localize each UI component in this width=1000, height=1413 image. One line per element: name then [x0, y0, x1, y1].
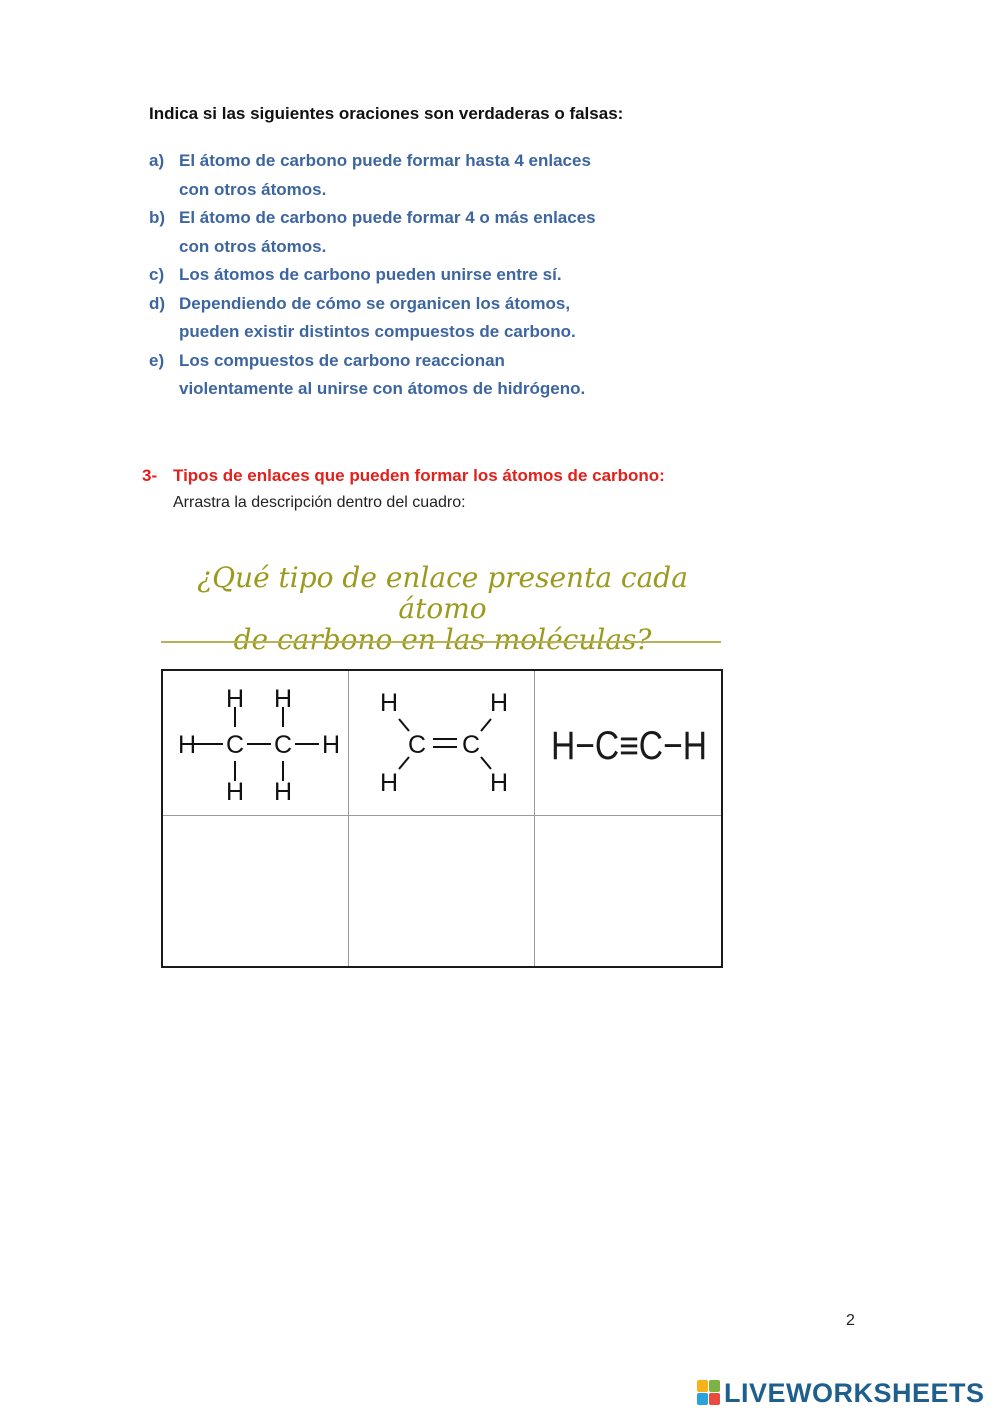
question-line: ¿Qué tipo de enlace presenta cada átomo: [197, 561, 688, 625]
statement-letter: d): [149, 293, 166, 313]
hydrogen-label: H: [379, 769, 399, 797]
statement-text: [179, 290, 649, 347]
statement-line: Los compuestos de carbono reaccionan: [179, 350, 505, 370]
section-subtitle: Arrastra la descripción dentro del cuadro:: [173, 494, 466, 511]
question-line: de carbono en las moléculas?: [233, 623, 652, 656]
ethane-cell: [163, 671, 349, 816]
statement-line: violentamente al unirse con átomos de hidrógeno.: [179, 379, 586, 398]
ethene-cell: [349, 671, 535, 816]
statement-text: [179, 261, 649, 290]
statement-line: Los átomos de carbono pueden unirse entre sí.: [179, 265, 562, 284]
carbon-label: C: [407, 731, 427, 759]
statement-line: con otros átomos.: [179, 179, 327, 199]
carbon-label: C: [225, 731, 245, 759]
statement-line: Dependiendo de cómo se organicen los átomos,: [179, 293, 571, 313]
statement-item: [149, 347, 669, 404]
ethyne-formula: H−C≡C−H: [551, 724, 707, 768]
statement-letter: e): [149, 350, 165, 370]
drop-zone-ethene[interactable]: [349, 816, 535, 966]
statement-line: El átomo de carbono puede formar hasta 4 enlaces: [179, 151, 591, 170]
title-divider: [161, 641, 721, 643]
hydrogen-label: H: [379, 689, 399, 717]
liveworksheets-icon: [697, 1380, 721, 1406]
statement-item: [149, 290, 669, 347]
drop-zone-ethane[interactable]: [163, 816, 349, 966]
ethyne-cell: [535, 671, 721, 816]
hydrogen-label: H: [273, 778, 293, 806]
statement-line: El átomo de carbono puede formar 4 o más enlaces: [179, 208, 596, 227]
hydrogen-label: H: [225, 685, 245, 713]
statement-text: [179, 204, 649, 261]
statement-item: [149, 261, 669, 290]
statement-letter: b): [149, 208, 166, 227]
hydrogen-label: H: [321, 731, 341, 759]
statement-line: pueden existir distintos compuestos de carbono.: [179, 322, 576, 341]
statement-text: [179, 347, 649, 404]
ethyne-structure: [535, 671, 721, 816]
hydrogen-label: H: [489, 769, 509, 797]
ethane-structure: [163, 671, 349, 816]
liveworksheets-wordmark: LIVEWORKSHEETS: [724, 1377, 985, 1408]
ethene-structure: [349, 671, 535, 816]
liveworksheets-logo: [697, 1377, 985, 1409]
carbon-label: C: [273, 731, 293, 759]
hydrogen-label: H: [273, 685, 293, 713]
carbon-label: C: [461, 731, 481, 759]
statement-letter: a): [149, 151, 165, 170]
section-number: 3-: [142, 466, 158, 485]
statement-text: [179, 147, 649, 204]
statement-list: [149, 147, 669, 404]
page-number: 2: [846, 1312, 855, 1329]
hydrogen-label: H: [489, 689, 509, 717]
statement-letter: c): [149, 265, 165, 284]
molecule-table: [161, 669, 723, 968]
hydrogen-label: H: [225, 778, 245, 806]
statement-line: con otros átomos.: [179, 236, 327, 256]
statement-item: [149, 204, 669, 261]
instruction-text: Indica si las siguientes oraciones son verdaderas o falsas:: [149, 104, 624, 123]
section-title: Tipos de enlaces que pueden formar los átomos de carbono:: [173, 466, 665, 485]
hydrogen-label: H: [177, 731, 197, 759]
statement-item: [149, 147, 669, 204]
drop-zone-ethyne[interactable]: [535, 816, 721, 966]
